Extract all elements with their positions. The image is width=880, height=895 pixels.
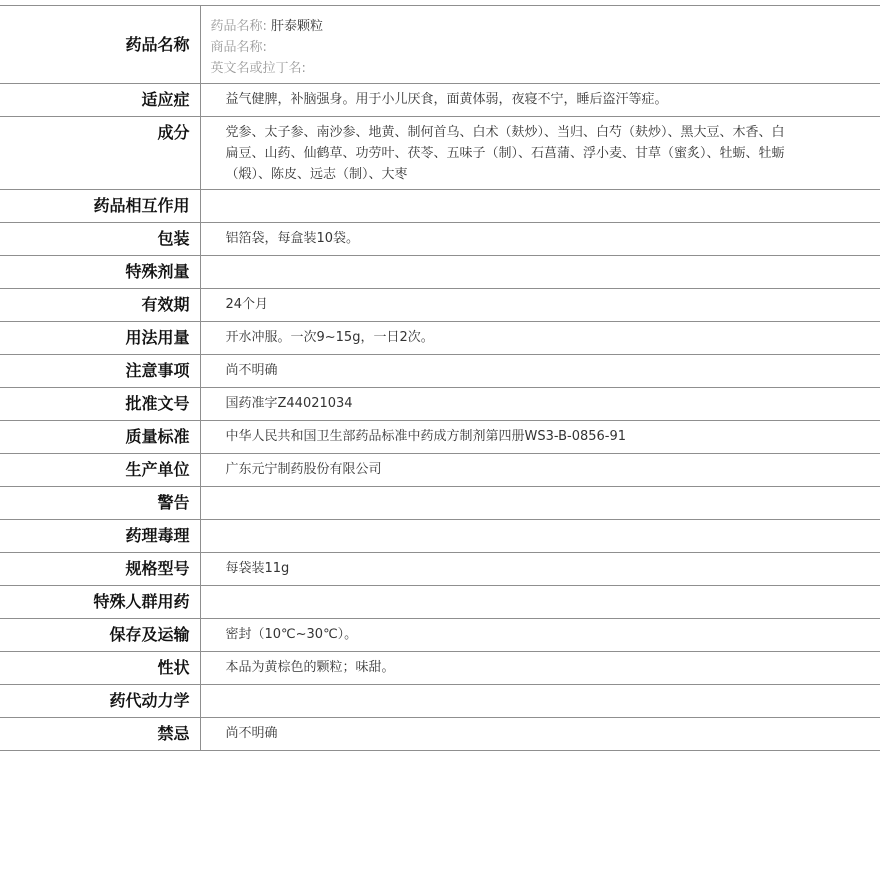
spec-row xyxy=(0,388,880,421)
row-label: 适应症 xyxy=(0,84,200,117)
drug-spec-body xyxy=(0,6,880,751)
english-name-key: 英文名或拉丁名: xyxy=(210,61,306,76)
spec-row xyxy=(0,421,880,454)
row-drug-names xyxy=(0,6,880,84)
row-value: 每袋装11g xyxy=(200,553,880,586)
spec-row xyxy=(0,256,880,289)
spec-row xyxy=(0,487,880,520)
row-value: 党参、太子参、南沙参、地黄、制何首乌、白术（麸炒）、当归、白芍（麸炒）、黑大豆、木香、白扁豆、山药、仙鹤草、功劳叶、茯苓、五味子（制）、石菖蒲、浮小麦、甘草（蜜炙）、牡蛎、牡蛎（煅）、陈皮、远志（制）、大枣 xyxy=(200,117,880,190)
row-label: 包装 xyxy=(0,223,200,256)
row-value xyxy=(200,190,880,223)
row-label: 有效期 xyxy=(0,289,200,322)
row-label: 警告 xyxy=(0,487,200,520)
row-value xyxy=(200,487,880,520)
row-value xyxy=(200,6,880,84)
spec-row xyxy=(0,84,880,117)
spec-row xyxy=(0,223,880,256)
row-label: 特殊人群用药 xyxy=(0,586,200,619)
spec-row xyxy=(0,454,880,487)
row-value: 中华人民共和国卫生部药品标准中药成方制剂第四册WS3-B-0856-91 xyxy=(200,421,880,454)
spec-row xyxy=(0,619,880,652)
row-value xyxy=(200,586,880,619)
row-label: 性状 xyxy=(0,652,200,685)
spec-row xyxy=(0,190,880,223)
row-label: 药代动力学 xyxy=(0,685,200,718)
row-label: 药品名称 xyxy=(0,6,200,84)
row-value xyxy=(200,256,880,289)
row-label: 保存及运输 xyxy=(0,619,200,652)
row-value xyxy=(200,520,880,553)
row-value: 开水冲服。一次9~15g，一日2次。 xyxy=(200,322,880,355)
spec-row xyxy=(0,718,880,751)
drug-spec-table xyxy=(0,5,880,751)
row-label: 规格型号 xyxy=(0,553,200,586)
row-label: 生产单位 xyxy=(0,454,200,487)
row-value: 益气健脾，补脑强身。用于小儿厌食，面黄体弱，夜寝不宁，睡后盗汗等症。 xyxy=(200,84,880,117)
row-value: 本品为黄棕色的颗粒；味甜。 xyxy=(200,652,880,685)
english-name-line xyxy=(211,58,791,79)
row-value: 尚不明确 xyxy=(200,718,880,751)
row-label: 药品相互作用 xyxy=(0,190,200,223)
spec-row xyxy=(0,652,880,685)
row-value: 24个月 xyxy=(200,289,880,322)
row-label: 特殊剂量 xyxy=(0,256,200,289)
spec-row xyxy=(0,117,880,190)
spec-row xyxy=(0,355,880,388)
row-label: 禁忌 xyxy=(0,718,200,751)
row-value: 铝箔袋，每盒装10袋。 xyxy=(200,223,880,256)
row-value: 广东元宁制药股份有限公司 xyxy=(200,454,880,487)
row-label: 注意事项 xyxy=(0,355,200,388)
row-label: 药理毒理 xyxy=(0,520,200,553)
row-value: 尚不明确 xyxy=(200,355,880,388)
trade-name-line xyxy=(211,37,791,58)
row-label: 用法用量 xyxy=(0,322,200,355)
generic-name-key: 药品名称: xyxy=(210,19,267,34)
row-label: 成分 xyxy=(0,117,200,190)
row-value: 密封（10℃~30℃）。 xyxy=(200,619,880,652)
spec-row xyxy=(0,586,880,619)
row-label: 批准文号 xyxy=(0,388,200,421)
trade-name-key: 商品名称: xyxy=(210,40,267,55)
spec-row xyxy=(0,685,880,718)
row-value: 国药准字Z44021034 xyxy=(200,388,880,421)
generic-name-value: 肝泰颗粒 xyxy=(271,19,324,34)
spec-row xyxy=(0,322,880,355)
spec-row xyxy=(0,553,880,586)
generic-name-line xyxy=(211,16,791,37)
spec-row xyxy=(0,289,880,322)
row-value xyxy=(200,685,880,718)
row-label: 质量标准 xyxy=(0,421,200,454)
spec-row xyxy=(0,520,880,553)
